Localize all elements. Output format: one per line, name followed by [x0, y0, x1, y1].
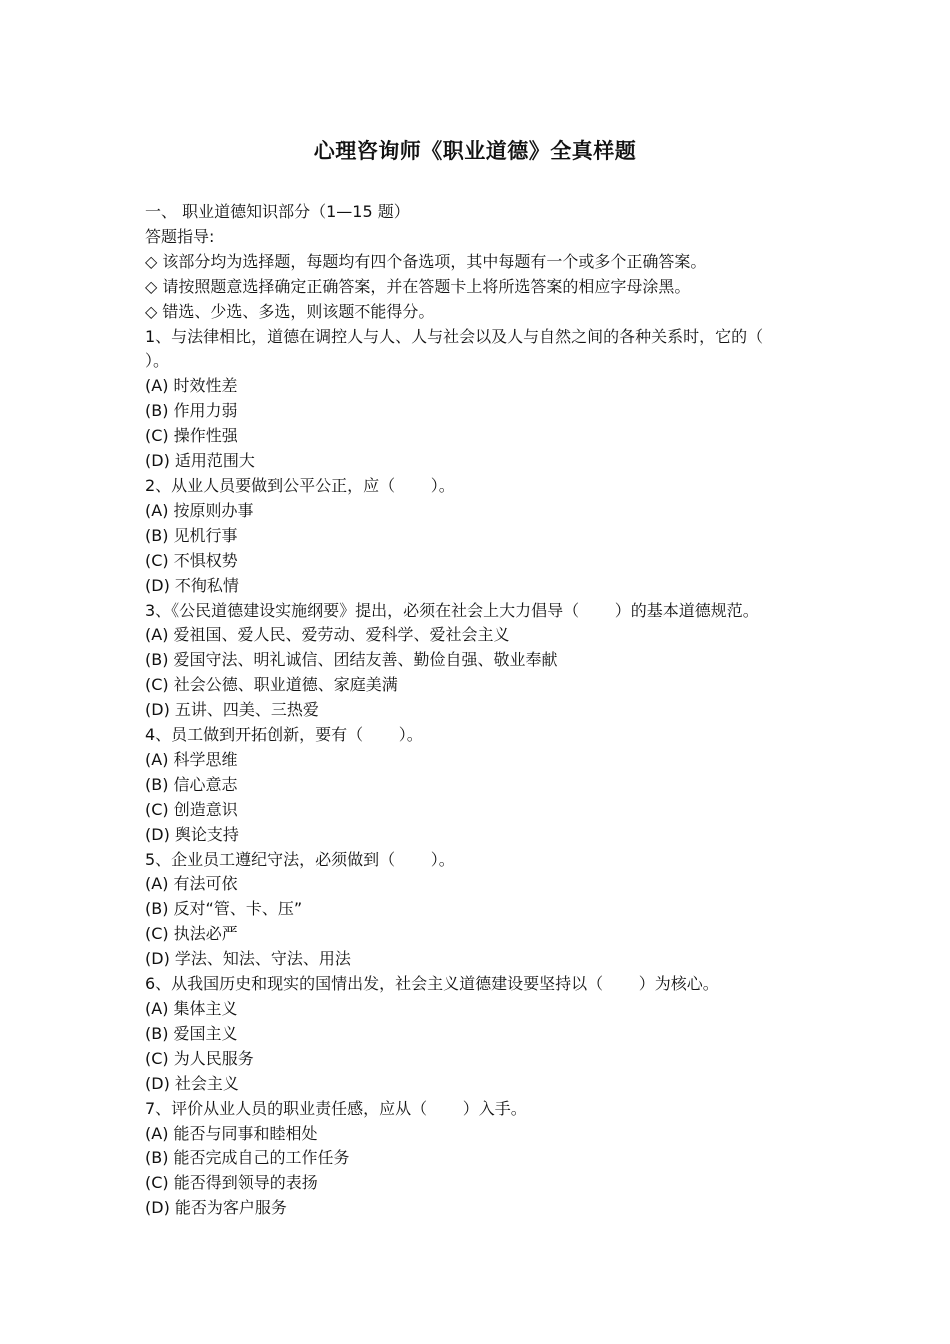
- question-option: (D) 不徇私情: [145, 575, 239, 595]
- question-option: (C) 能否得到领导的表扬: [145, 1173, 318, 1193]
- question-text: 1、与法律相比，道德在调控人与人、人与社会以及人与自然之间的各种关系时，它的（ ）。: [145, 326, 789, 371]
- question-option: (B) 反对“管、卡、压”: [145, 899, 303, 919]
- question-option: (A) 能否与同事和睦相处: [145, 1123, 318, 1143]
- question-option: (B) 信心意志: [145, 774, 238, 794]
- section-heading: 一、 职业道德知识部分（1—15 题）: [145, 202, 410, 221]
- question-text: 4、员工做到开拓创新，要有（ ）。: [145, 725, 423, 745]
- question-option: (D) 学法、知法、守法、用法: [145, 949, 351, 969]
- question-option: (C) 社会公德、职业道德、家庭美满: [145, 675, 398, 695]
- question-option: (C) 为人民服务: [145, 1048, 254, 1068]
- question-option: (D) 社会主义: [145, 1073, 239, 1093]
- question-option: (D) 能否为客户服务: [145, 1198, 287, 1218]
- question-option: (A) 有法可依: [145, 874, 238, 894]
- question-option: (B) 作用力弱: [145, 401, 238, 421]
- question-option: (B) 能否完成自己的工作任务: [145, 1148, 350, 1168]
- question-block: [145, 1097, 805, 1222]
- question-text: 2、从业人员要做到公平公正，应（ ）。: [145, 475, 455, 495]
- question-option: (A) 按原则办事: [145, 500, 254, 520]
- question-block: [145, 599, 805, 724]
- question-option: (B) 爱国守法、明礼诚信、团结友善、勤俭自强、敬业奉献: [145, 650, 558, 670]
- question-option: (B) 见机行事: [145, 525, 238, 545]
- question-option: (C) 执法必严: [145, 924, 238, 944]
- guide-label: 答题指导:: [145, 226, 215, 246]
- question-option: (B) 爱国主义: [145, 1023, 238, 1043]
- question-option: (C) 创造意识: [145, 799, 238, 819]
- instruction-item: ◇ 错选、少选、多选，则该题不能得分。: [145, 301, 435, 321]
- question-option: (D) 五讲、四美、三热爱: [145, 700, 319, 720]
- instruction-item: ◇ 请按照题意选择确定正确答案，并在答题卡上将所选答案的相应字母涂黑。: [145, 276, 691, 296]
- question-option: (D) 适用范围大: [145, 451, 255, 471]
- question-option: (C) 操作性强: [145, 426, 238, 446]
- question-block: [145, 848, 805, 973]
- question-text: 7、评价从业人员的职业责任感，应从（ ）入手。: [145, 1098, 527, 1118]
- document-body: [145, 200, 805, 1221]
- question-block: [145, 325, 805, 474]
- question-option: (C) 不惧权势: [145, 550, 238, 570]
- question-text: 3、《公民道德建设实施纲要》提出，必须在社会上大力倡导（ ）的基本道德规范。: [145, 600, 759, 620]
- question-block: [145, 972, 805, 1097]
- question-option: (A) 爱祖国、爱人民、爱劳动、爱科学、爱社会主义: [145, 625, 510, 645]
- question-option: (A) 时效性差: [145, 376, 238, 396]
- question-block: [145, 723, 805, 848]
- question-text: 5、企业员工遵纪守法，必须做到（ ）。: [145, 849, 455, 869]
- instruction-item: ◇ 该部分均为选择题，每题均有四个备选项，其中每题有一个或多个正确答案。: [145, 251, 707, 271]
- question-option: (A) 集体主义: [145, 999, 238, 1018]
- question-text: 6、从我国历史和现实的国情出发，社会主义道德建设要坚持以（ ）为核心。: [145, 974, 719, 994]
- question-option: (A) 科学思维: [145, 749, 238, 769]
- document-title: 心理咨询师《职业道德》全真样题: [313, 139, 637, 163]
- question-block: [145, 474, 805, 599]
- question-option: (D) 舆论支持: [145, 824, 239, 844]
